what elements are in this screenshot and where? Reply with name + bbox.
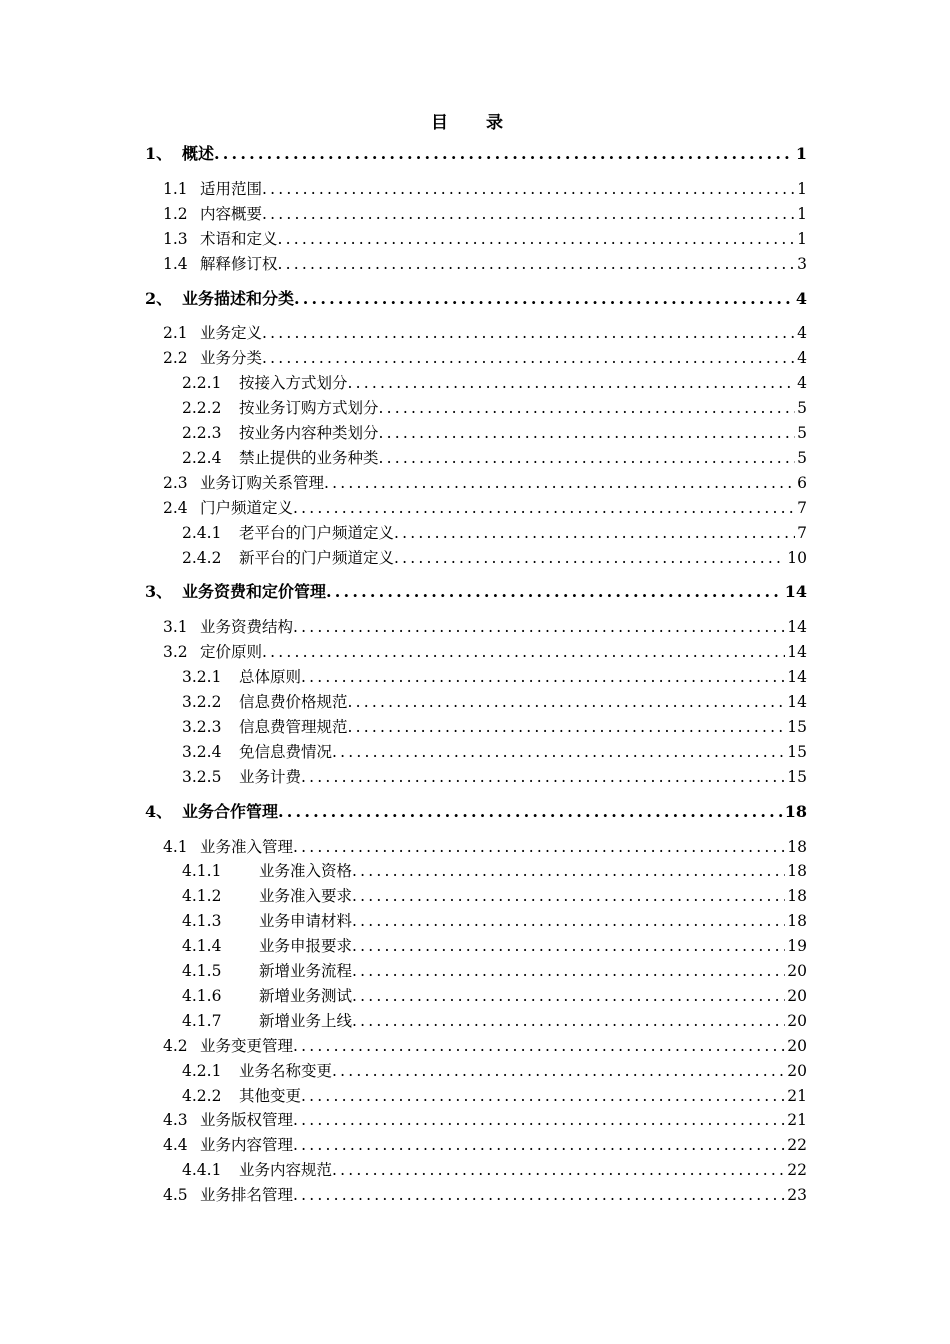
toc-entry-number: 4.2.1 (182, 1061, 222, 1080)
toc-entry-title: 术语和定义 (200, 229, 278, 248)
toc-entry-title: 门户频道定义 (200, 498, 294, 517)
toc-dot-leader (324, 472, 795, 494)
toc-dot-leader (301, 766, 785, 788)
toc-entry-3.2.2[interactable] (182, 691, 807, 713)
toc-entry-3.2.5[interactable] (182, 766, 807, 788)
toc-entry-page-number: 14 (784, 582, 807, 602)
toc-entry-4.1.2[interactable] (182, 885, 807, 907)
toc-entry-number: 3.2.5 (182, 767, 222, 786)
toc-entry-1.3[interactable] (163, 228, 807, 250)
toc-entry-2[interactable] (145, 288, 807, 310)
toc-dot-leader (352, 860, 785, 882)
toc-dot-leader (262, 347, 795, 369)
toc-entry-page-number: 1 (797, 204, 807, 223)
toc-dot-leader (352, 910, 785, 932)
toc-entry-page-number: 20 (787, 1011, 807, 1030)
toc-entry-title: 业务内容规范 (239, 1161, 333, 1180)
toc-entry-title: 总体原则 (239, 668, 302, 687)
toc-entry-2.2.2[interactable] (182, 397, 807, 419)
toc-entry-number: 4.1.4 (182, 937, 222, 956)
toc-title: 目 录 (431, 113, 519, 133)
toc-entry-number: 1.3 (163, 229, 188, 248)
toc-dot-leader (293, 836, 785, 858)
toc-entry-page-number: 15 (787, 742, 807, 761)
toc-entry-1.2[interactable] (163, 203, 807, 225)
toc-entry-page-number: 14 (787, 693, 807, 711)
toc-dot-leader (394, 522, 795, 544)
toc-dot-leader (293, 1184, 785, 1206)
toc-entry-title: 内容概要 (200, 204, 263, 223)
toc-dot-leader (262, 322, 795, 344)
toc-entry-page-number: 4 (797, 349, 807, 368)
toc-entry-number: 2.4 (163, 498, 188, 517)
toc-entry-title: 新增业务测试 (259, 986, 353, 1005)
toc-entry-1[interactable] (145, 143, 807, 165)
toc-entry-number: 3.2 (163, 643, 188, 662)
toc-entry-title: 新增业务上线 (259, 1011, 353, 1030)
toc-entry-title: 新增业务流程 (259, 962, 353, 980)
toc-dot-leader (379, 422, 796, 444)
toc-entry-title: 信息费价格规范 (239, 693, 348, 711)
toc-entry-page-number: 22 (787, 1136, 807, 1155)
toc-entry-3.2[interactable] (163, 641, 807, 663)
toc-entry-page-number: 19 (787, 937, 807, 956)
toc-entry-number: 4、 (145, 801, 173, 821)
toc-dot-leader (278, 228, 796, 250)
toc-dot-leader (293, 616, 785, 638)
toc-entry-title: 业务变更管理 (200, 1036, 294, 1055)
toc-entry-4.4[interactable] (163, 1134, 807, 1156)
toc-entry-title: 业务计费 (239, 767, 302, 786)
toc-dot-leader (278, 253, 796, 275)
toc-entry-2.4.2[interactable] (182, 547, 807, 569)
toc-entry-page-number: 22 (787, 1161, 807, 1180)
toc-dot-leader (332, 741, 785, 763)
toc-dot-leader (301, 1085, 785, 1107)
toc-entry-page-number: 20 (787, 962, 807, 980)
toc-entry-4.1[interactable] (163, 836, 807, 858)
toc-dot-leader (293, 1109, 785, 1131)
toc-entry-title: 定价原则 (200, 643, 263, 662)
toc-entry-number: 3.1 (163, 618, 188, 637)
toc-entry-title: 业务合作管理 (182, 801, 279, 821)
toc-dot-leader (301, 666, 785, 688)
toc-entry-title: 按接入方式划分 (239, 374, 348, 393)
toc-entry-title: 业务资费结构 (200, 618, 294, 637)
toc-dot-leader (293, 1035, 785, 1057)
toc-dot-leader (348, 691, 786, 713)
toc-entry-page-number: 18 (787, 837, 807, 856)
toc-entry-number: 2.2.4 (182, 448, 222, 467)
toc-entry-title: 业务名称变更 (239, 1061, 333, 1080)
toc-entry-3.2.3[interactable] (182, 716, 807, 738)
toc-entry-number: 3.2.1 (182, 668, 222, 687)
toc-entry-page-number: 7 (797, 498, 807, 517)
toc-entry-3[interactable] (145, 581, 807, 603)
toc-entry-number: 4.3 (163, 1111, 188, 1130)
toc-entry-title: 新平台的门户频道定义 (239, 548, 395, 567)
toc-entry-page-number: 1 (797, 179, 807, 198)
toc-entry-1.4[interactable] (163, 253, 807, 275)
toc-entry-number: 4.1.7 (182, 1011, 222, 1030)
toc-entry-title: 其他变更 (239, 1086, 302, 1105)
toc-dot-leader (352, 1010, 785, 1032)
toc-dot-leader (394, 547, 785, 569)
toc-dot-leader (352, 935, 785, 957)
toc-entry-4.1.7[interactable] (182, 1010, 807, 1032)
toc-entry-number: 2.2.2 (182, 399, 222, 418)
toc-entry-2.2.1[interactable] (182, 372, 807, 394)
toc-entry-3.1[interactable] (163, 616, 807, 638)
toc-entry-page-number: 10 (787, 548, 807, 567)
toc-entry-title: 信息费管理规范 (239, 717, 348, 736)
toc-entry-4.2.2[interactable] (182, 1085, 807, 1107)
toc-entry-number: 4.2.2 (182, 1086, 222, 1105)
toc-entry-title: 免信息费情况 (239, 742, 333, 761)
toc-entry-number: 2.3 (163, 473, 188, 492)
toc-entry-page-number: 6 (797, 473, 807, 492)
toc-entry-title: 概述 (182, 144, 215, 163)
toc-dot-leader (379, 397, 796, 419)
toc-entry-4[interactable] (145, 801, 807, 823)
toc-entry-page-number: 18 (787, 912, 807, 931)
toc-entry-page-number: 1 (797, 229, 807, 248)
toc-entry-number: 4.1.3 (182, 912, 222, 931)
toc-entry-number: 1、 (145, 144, 173, 163)
toc-entry-4.3[interactable] (163, 1109, 807, 1131)
toc-entry-title: 业务申请材料 (259, 912, 353, 931)
toc-entry-title: 业务资费和定价管理 (182, 582, 327, 602)
toc-entry-number: 2.2 (163, 349, 188, 368)
toc-entry-title: 业务描述和分类 (182, 288, 295, 308)
toc-dot-leader (379, 447, 796, 469)
toc-entry-page-number: 21 (787, 1111, 807, 1130)
toc-entry-number: 4.4 (163, 1136, 188, 1155)
toc-entry-title: 业务内容管理 (200, 1136, 294, 1155)
toc-dot-leader (214, 143, 794, 165)
toc-entry-title: 禁止提供的业务种类 (239, 448, 379, 467)
toc-entry-title: 业务申报要求 (259, 937, 353, 956)
toc-entry-page-number: 4 (797, 324, 807, 343)
toc-entry-page-number: 15 (787, 717, 807, 736)
toc-entry-number: 2.4.2 (182, 548, 222, 567)
toc-entry-number: 4.1.5 (182, 962, 222, 980)
toc-entry-number: 3、 (145, 582, 173, 602)
toc-entry-number: 1.4 (163, 254, 188, 273)
toc-entry-page-number: 5 (797, 399, 807, 418)
toc-entry-number: 2.2.1 (182, 374, 222, 393)
toc-entry-4.1.5[interactable] (182, 960, 807, 982)
toc-entry-4.4.1[interactable] (182, 1159, 807, 1181)
toc-dot-leader (294, 288, 794, 310)
toc-entry-page-number: 23 (787, 1186, 807, 1205)
toc-entry-number: 3.2.2 (182, 693, 222, 711)
toc-entry-number: 4.1.6 (182, 986, 222, 1005)
toc-entry-page-number: 7 (797, 523, 807, 542)
toc-entry-number: 4.1.2 (182, 887, 222, 906)
toc-dot-leader (332, 1159, 785, 1181)
toc-entry-2.2[interactable] (163, 347, 807, 369)
toc-entry-title: 按业务内容种类划分 (239, 424, 379, 442)
toc-entry-page-number: 4 (795, 288, 807, 308)
toc-entry-page-number: 18 (784, 801, 807, 821)
toc-entry-number: 2、 (145, 288, 173, 308)
toc-dot-leader (352, 985, 785, 1007)
toc-entry-number: 4.2 (163, 1036, 188, 1055)
toc-entry-2.4.1[interactable] (182, 522, 807, 544)
toc-entry-title: 适用范围 (200, 179, 263, 198)
toc-entry-4.5[interactable] (163, 1184, 807, 1206)
toc-entry-title: 业务准入管理 (200, 837, 294, 856)
toc-dot-leader (348, 372, 796, 394)
toc-entry-2.1[interactable] (163, 322, 807, 344)
toc-entry-page-number: 15 (787, 767, 807, 786)
toc-entry-page-number: 14 (787, 668, 807, 687)
toc-entry-page-number: 4 (797, 374, 807, 393)
toc-entry-page-number: 5 (797, 448, 807, 467)
toc-entry-3.2.4[interactable] (182, 741, 807, 763)
toc-dot-leader (262, 641, 785, 663)
toc-dot-leader (352, 960, 785, 982)
toc-entry-4.2.1[interactable] (182, 1060, 807, 1082)
toc-entry-4.2[interactable] (163, 1035, 807, 1057)
toc-entry-title: 业务排名管理 (200, 1186, 294, 1205)
toc-dot-leader (262, 178, 795, 200)
toc-entry-number: 4.1 (163, 837, 188, 856)
toc-entry-3.2.1[interactable] (182, 666, 807, 688)
toc-entry-number: 2.1 (163, 324, 188, 343)
toc-entry-page-number: 18 (787, 887, 807, 906)
toc-entry-2.4[interactable] (163, 497, 807, 519)
toc-dot-leader (262, 203, 795, 225)
toc-dot-leader (348, 716, 786, 738)
toc-entry-page-number: 21 (787, 1086, 807, 1105)
toc-entry-page-number: 14 (787, 618, 807, 637)
toc-entry-1.1[interactable] (163, 178, 807, 200)
toc-entry-number: 1.2 (163, 204, 188, 223)
toc-entry-4.1.1[interactable] (182, 860, 807, 882)
toc-dot-leader (278, 801, 783, 823)
toc-entry-2.3[interactable] (163, 472, 807, 494)
toc-entry-page-number: 20 (787, 986, 807, 1005)
toc-entry-number: 3.2.4 (182, 742, 222, 761)
toc-entry-page-number: 14 (787, 643, 807, 662)
toc-entry-page-number: 5 (797, 424, 807, 442)
toc-entry-number: 1.1 (163, 179, 188, 198)
toc-entry-title: 业务订购关系管理 (200, 473, 325, 492)
toc-dot-leader (293, 1134, 785, 1156)
toc-entry-title: 业务版权管理 (200, 1111, 294, 1130)
toc-entry-number: 4.1.1 (182, 862, 222, 881)
toc-dot-leader (293, 497, 795, 519)
toc-entry-4.1.3[interactable] (182, 910, 807, 932)
toc-entry-2.2.4[interactable] (182, 447, 807, 469)
toc-dot-leader (352, 885, 785, 907)
toc-entry-number: 4.4.1 (182, 1161, 222, 1180)
toc-entry-4.1.4[interactable] (182, 935, 807, 957)
toc-entry-title: 业务定义 (200, 324, 263, 343)
toc-entry-title: 解释修订权 (200, 254, 278, 273)
toc-entry-number: 4.5 (163, 1186, 188, 1205)
toc-dot-leader (332, 1060, 785, 1082)
toc-entry-page-number: 20 (787, 1036, 807, 1055)
toc-entry-page-number: 1 (795, 144, 807, 163)
toc-entry-title: 按业务订购方式划分 (239, 399, 379, 418)
toc-entry-number: 2.2.3 (182, 424, 222, 442)
toc-entry-number: 2.4.1 (182, 523, 222, 542)
toc-entry-page-number: 18 (787, 862, 807, 881)
toc-entry-2.2.3[interactable] (182, 422, 807, 444)
toc-entry-title: 老平台的门户频道定义 (239, 523, 395, 542)
toc-entry-title: 业务分类 (200, 349, 263, 368)
toc-entry-4.1.6[interactable] (182, 985, 807, 1007)
toc-entry-title: 业务准入要求 (259, 887, 353, 906)
toc-dot-leader (326, 581, 783, 603)
toc-entry-page-number: 3 (797, 254, 807, 273)
toc-entry-title: 业务准入资格 (259, 862, 353, 881)
toc-entry-page-number: 20 (787, 1061, 807, 1080)
toc-entry-number: 3.2.3 (182, 717, 222, 736)
